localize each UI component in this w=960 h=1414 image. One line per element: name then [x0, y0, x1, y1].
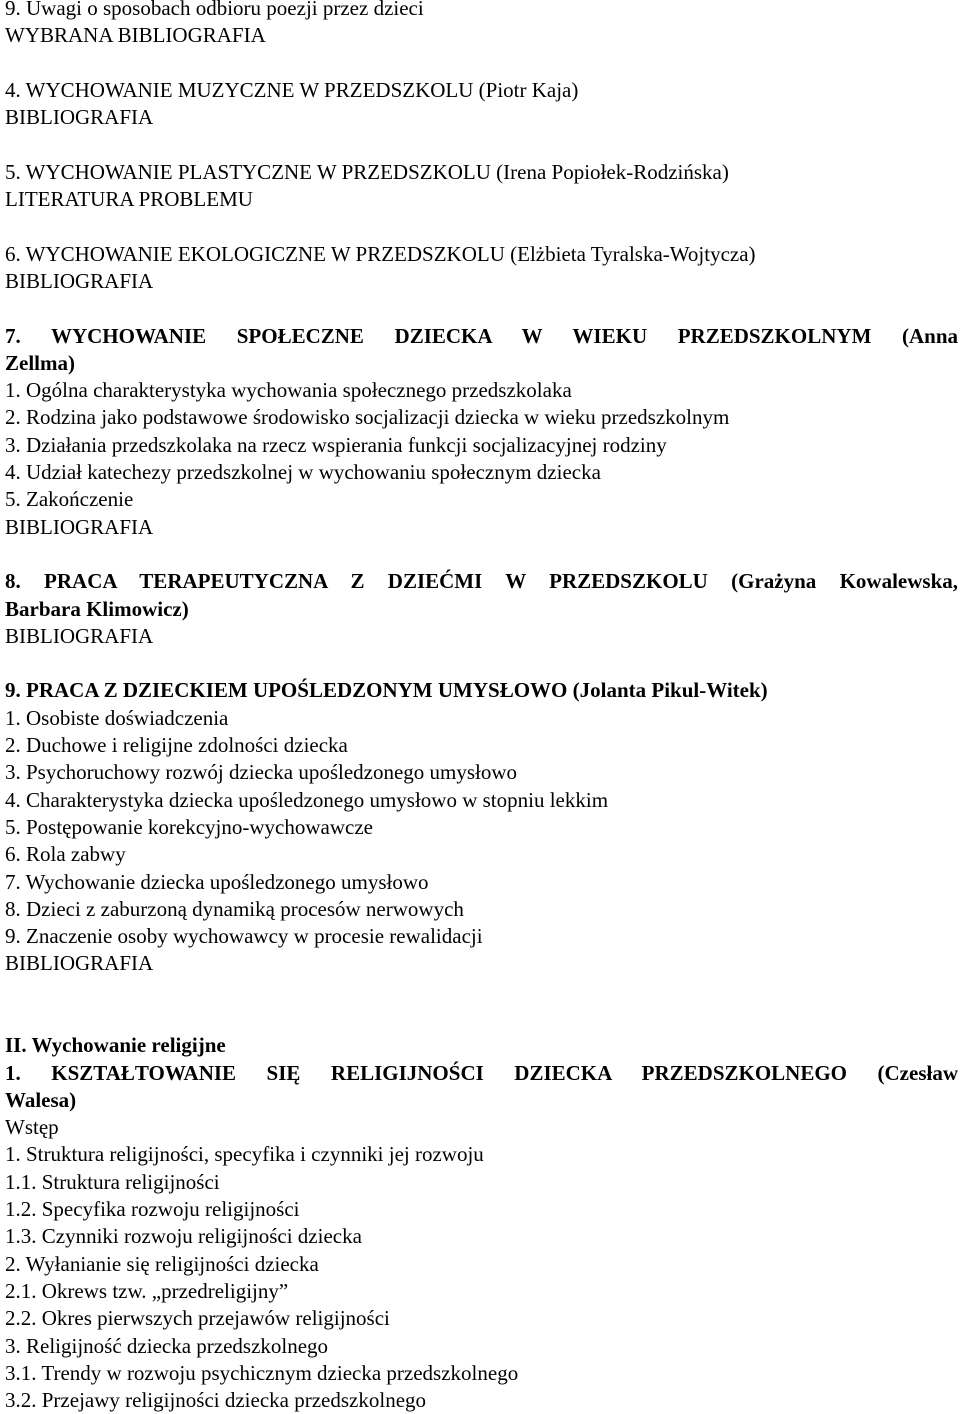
toc-item: 7. Wychowanie dziecka upośledzonego umysłowo	[5, 869, 429, 894]
section-heading-continuation: Zellma)	[5, 350, 75, 375]
toc-item: 1.3. Czynniki rozwoju religijności dziecka	[5, 1224, 362, 1249]
section-heading: 9. PRACA Z DZIECKIEM UPOŚLEDZONYM UMYSŁOWO (Jolanta Pikul-Witek)	[5, 678, 768, 703]
bibliography-label: BIBLIOGRAFIA	[5, 623, 154, 648]
toc-item: 3.1. Trendy w rozwoju psychicznym dziecka przedszkolnego	[5, 1360, 519, 1385]
toc-item: 4. Charakterystyka dziecka upośledzonego umysłowo w stopniu lekkim	[5, 787, 609, 812]
toc-item: 9. Uwagi o sposobach odbioru poezji przez dzieci	[5, 0, 424, 20]
document-page	[5, 0, 958, 1414]
toc-item: 1. Ogólna charakterystyka wychowania społecznego przedszkolaka	[5, 378, 572, 403]
section-heading: 7. WYCHOWANIE SPOŁECZNE DZIECKA W WIEKU PRZEDSZKOLNYM (Anna	[5, 323, 958, 348]
toc-item: 2. Duchowe i religijne zdolności dziecka	[5, 733, 348, 758]
bibliography-label: BIBLIOGRAFIA	[5, 514, 154, 539]
toc-item: 8. Dzieci z zaburzoną dynamiką procesów nerwowych	[5, 896, 464, 921]
toc-item: 6. Rola zabwy	[5, 842, 126, 867]
toc-item: 5. Postępowanie korekcyjno-wychowawcze	[5, 814, 373, 839]
chapter-heading: 1. KSZTAŁTOWANIE SIĘ RELIGIJNOŚCI DZIECKA PRZEDSZKOLNEGO (Czesław	[5, 1060, 958, 1085]
part-heading: II. Wychowanie religijne	[5, 1033, 226, 1058]
toc-item: 3. Psychoruchowy rozwój dziecka upośledzonego umysłowo	[5, 760, 518, 785]
toc-item: 1. Struktura religijności, specyfika i czynniki jej rozwoju	[5, 1142, 484, 1167]
toc-item: 4. Udział katechezy przedszkolnej w wychowaniu społecznym dziecka	[5, 460, 601, 485]
bibliography-label: BIBLIOGRAFIA	[5, 268, 154, 293]
section-heading: 8. PRACA TERAPEUTYCZNA Z DZIEĆMI W PRZEDSZKOLU (Grażyna Kowalewska,	[5, 569, 958, 594]
toc-item: 5. Zakończenie	[5, 487, 134, 512]
toc-item: 1.1. Struktura religijności	[5, 1169, 220, 1194]
section-heading: 5. WYCHOWANIE PLASTYCZNE W PRZEDSZKOLU (Irena Popiołek-Rodzińska)	[5, 159, 729, 184]
toc-item: 3. Działania przedszkolaka na rzecz wspierania funkcji socjalizacyjnej rodziny	[5, 432, 667, 457]
section-heading: 4. WYCHOWANIE MUZYCZNE W PRZEDSZKOLU (Piotr Kaja)	[5, 77, 579, 102]
toc-item: 1.2. Specyfika rozwoju religijności	[5, 1197, 300, 1222]
toc-item: 2.1. Okrews tzw. „przedreligijny”	[5, 1278, 289, 1303]
toc-item: 9. Znaczenie osoby wychowawcy w procesie rewalidacji	[5, 924, 483, 949]
toc-item: 3. Religijność dziecka przedszkolnego	[5, 1333, 329, 1358]
toc-item: 1. Osobiste doświadczenia	[5, 705, 229, 730]
chapter-heading-continuation: Walesa)	[5, 1087, 77, 1112]
toc-item: 2. Wyłanianie się religijności dziecka	[5, 1251, 319, 1276]
bibliography-label: BIBLIOGRAFIA	[5, 105, 154, 130]
bibliography-label: BIBLIOGRAFIA	[5, 951, 154, 976]
section-heading-continuation: Barbara Klimowicz)	[5, 596, 189, 621]
toc-item: 2.2. Okres pierwszych przejawów religijności	[5, 1306, 390, 1331]
toc-item: 3.2. Przejawy religijności dziecka przedszkolnego	[5, 1388, 427, 1413]
toc-item: Wstęp	[5, 1115, 59, 1140]
section-heading: 6. WYCHOWANIE EKOLOGICZNE W PRZEDSZKOLU (Elżbieta Tyralska-Wojtycza)	[5, 241, 756, 266]
section-subheading: LITERATURA PROBLEMU	[5, 187, 253, 212]
toc-item: 2. Rodzina jako podstawowe środowisko socjalizacji dziecka w wieku przedszkolnym	[5, 405, 730, 430]
bibliography-label: WYBRANA BIBLIOGRAFIA	[5, 23, 266, 48]
